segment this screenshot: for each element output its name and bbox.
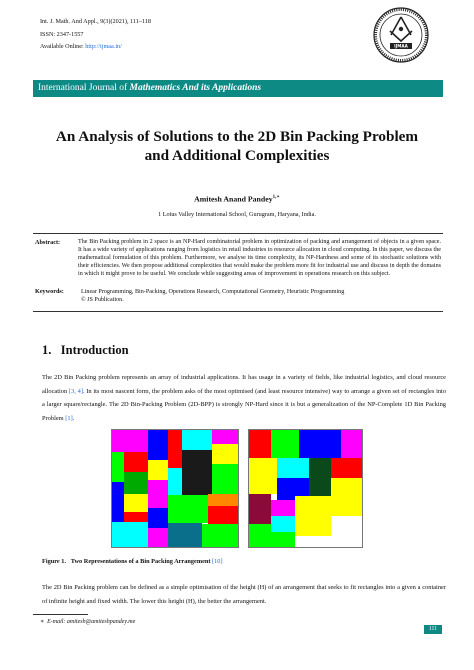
svg-text:IJMAA: IJMAA	[394, 43, 408, 49]
author-superscript: 1,∗	[272, 195, 280, 200]
packed-rectangle	[277, 458, 309, 478]
page-number: 111	[424, 625, 442, 634]
packed-rectangle	[295, 536, 331, 547]
figure-label: Figure 1.	[42, 558, 67, 565]
keywords-text: Linear Programming, Bin-Packing, Operations Research, Computational Geometry, Heuristic Programming	[81, 289, 345, 295]
banner-prefix: International Journal of	[38, 83, 130, 93]
affiliation: 1 Lotus Valley International School, Gurugram, Haryana, India.	[158, 211, 316, 218]
packed-rectangle	[124, 494, 148, 512]
journal-seal-logo	[373, 7, 429, 63]
packed-rectangle	[309, 458, 331, 496]
packed-rectangle	[148, 508, 168, 528]
packed-rectangle	[148, 480, 168, 508]
journal-issn: ISSN: 2347-1557	[40, 31, 84, 38]
author-name	[30, 194, 444, 204]
packed-rectangle	[148, 430, 168, 460]
journal-banner	[33, 80, 443, 97]
intro-p1-c: .	[72, 415, 75, 423]
intro-paragraph-1	[42, 371, 446, 426]
packed-rectangle	[168, 468, 182, 495]
intro-p1-b: . In its most nascent form, the problem asks of the most optimised (and least resource intensive) way to arrange a given set of rectangles into a larger square/rectangle. The 2D Bin-Packing Problem (2D-BPP) is strongly NP-Hard since it is but a generalization of the NP-Complete 1D Bin Packing Problem	[42, 387, 447, 423]
figure-citation-link[interactable]: [10]	[212, 558, 223, 565]
packed-rectangle	[168, 523, 202, 547]
packed-rectangle	[208, 494, 238, 506]
packed-rectangle	[299, 430, 341, 458]
journal-url-link[interactable]: http://ijmaa.in/	[85, 43, 122, 50]
packed-rectangle	[124, 512, 148, 522]
packed-rectangle	[331, 458, 362, 478]
packed-rectangle	[295, 496, 331, 536]
packed-rectangle	[168, 495, 208, 523]
section-number: 1.	[42, 343, 52, 357]
available-label: Available Online:	[40, 43, 84, 50]
banner-italic: Mathematics And its Applications	[129, 83, 262, 93]
packing-figure-left	[111, 429, 239, 548]
packed-rectangle	[208, 506, 238, 524]
footnote	[40, 618, 135, 625]
packed-rectangle	[112, 482, 124, 522]
packed-rectangle	[112, 452, 124, 482]
journal-citation: Int. J. Math. And Appl., 9(3)(2021), 111–118	[40, 18, 152, 25]
packed-rectangle	[182, 450, 212, 495]
keywords-block	[81, 288, 441, 304]
abstract-label: Abstract:	[35, 239, 61, 246]
packed-rectangle	[212, 444, 238, 464]
keywords-label: Keywords:	[35, 288, 64, 295]
packed-rectangle	[271, 532, 295, 547]
section-title: Introduction	[60, 343, 129, 357]
packed-rectangle	[112, 430, 148, 452]
author-text: Amitesh Anand Pandey	[194, 194, 273, 204]
intro-p1-a: The 2D Bin Packing problem represents an array of industrial applications. It has usage in a variety of fields, like industrial logistics, and cloud resource allocation	[42, 374, 446, 395]
citation-link-1[interactable]: [1]	[65, 415, 73, 423]
packed-rectangle	[249, 494, 271, 524]
packed-rectangle	[249, 524, 271, 547]
packing-figure-right	[248, 429, 363, 548]
footnote-rule	[33, 614, 88, 615]
packed-rectangle	[271, 500, 295, 516]
packed-rectangle	[249, 430, 271, 458]
packed-rectangle	[271, 430, 299, 458]
intro-paragraph-2: The 2D Bin Packing problem can be defined as a simple optimisation of the height (H) of an arrangement that seeks to fit rectangles into a given a container of infinite height and fixed width. The lower this height (H), the better the arrangement.	[42, 584, 446, 605]
packed-rectangle	[331, 516, 362, 547]
packed-rectangle	[331, 478, 362, 516]
title-line-1: An Analysis of Solutions to the 2D Bin Packing Problem	[55, 128, 419, 145]
footnote-email: E-mail: amitesh@amiteshpandey.me	[47, 619, 136, 625]
title-line-2: and Additional Complexities	[144, 147, 330, 164]
abstract-top-rule	[33, 233, 443, 234]
available-online	[40, 42, 122, 51]
packed-rectangle	[148, 460, 168, 480]
packed-rectangle	[202, 524, 238, 547]
packed-rectangle	[168, 430, 182, 468]
copyright-text: © JS Publication.	[81, 297, 124, 304]
packed-rectangle	[112, 522, 148, 547]
packed-rectangle	[124, 472, 148, 494]
figure-caption	[42, 558, 223, 565]
paper-title	[30, 127, 444, 165]
packed-rectangle	[212, 464, 238, 494]
abstract-text: The Bin Packing problem in 2 space is an NP-Hard combinatorial problem in optimization of packing and arrangement of objects in a given space. It has a wide variety of applications ranging from logistics in retail industries to resource allocation in cloud computing. In this paper, we discuss the mathematical formulation of this problem. Furthermore, we analyse its time complexity, its NP-Hardness and some of its stochastic solutions with their efficiencies. We then propose additional complexities that would make the problem more fit for industrial use and discuss in depth the domains in which it might prove to be useful. We conclude while suggesting areas of improvement in operations research on this subject.	[78, 239, 441, 277]
section-heading	[42, 343, 129, 358]
packed-rectangle	[249, 458, 277, 494]
packed-rectangle	[212, 430, 238, 444]
footnote-marker: ∗	[40, 619, 45, 625]
citation-link-3-4[interactable]: [3, 4]	[68, 387, 83, 395]
packed-rectangle	[124, 452, 148, 472]
packed-rectangle	[341, 430, 362, 458]
packed-rectangle	[148, 528, 168, 547]
packed-rectangle	[182, 430, 212, 450]
packed-rectangle	[271, 516, 295, 532]
abstract-bottom-rule	[33, 311, 443, 312]
figure-caption-text: Two Representations of a Bin Packing Arrangement	[70, 558, 211, 565]
